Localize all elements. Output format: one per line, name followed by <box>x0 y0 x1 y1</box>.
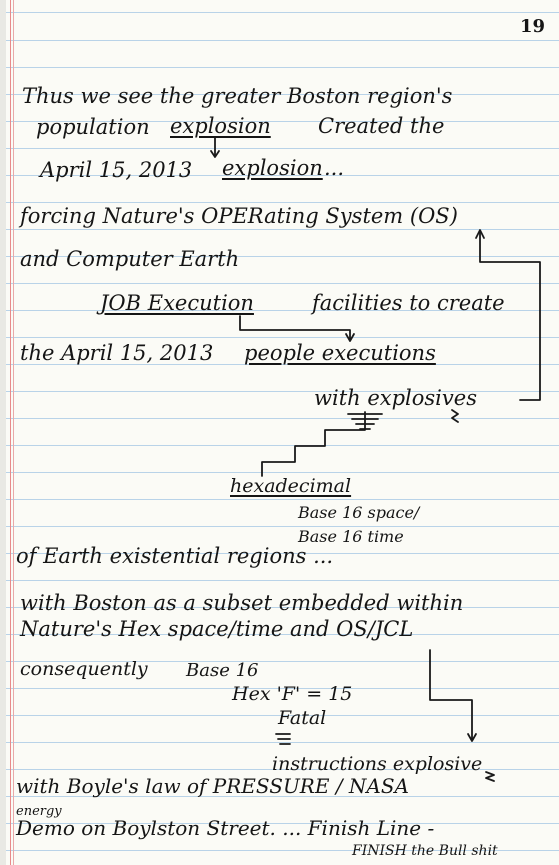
arrow-head-job <box>346 334 354 341</box>
line-8: with explosives <box>314 386 477 410</box>
line-16: Hex 'F' = 15 <box>232 683 353 705</box>
line-9-hexadecimal: hexadecimal <box>230 475 352 497</box>
line-17: Fatal <box>278 707 327 729</box>
os-connector <box>480 232 540 400</box>
line-5: and Computer Earth <box>20 247 240 271</box>
line-7-executions: people executions <box>244 341 436 365</box>
explosion-scribble-1 <box>348 414 382 429</box>
line-19: with Boyle's law of PRESSURE / NASA <box>16 774 409 798</box>
nasa-scribble <box>486 772 494 781</box>
line-14: Nature's Hex space/time and OS/JCL <box>20 617 414 641</box>
line-2-population: population <box>36 115 150 139</box>
line-22: FINISH the Bull shit <box>352 843 498 859</box>
margin-line <box>10 0 11 865</box>
line-3-explosion: explosion <box>222 156 323 180</box>
line-10: Base 16 space/ <box>298 503 420 522</box>
line-12: of Earth existential regions ... <box>16 544 334 568</box>
arrow-head-osjcl <box>468 734 476 741</box>
line-2-created: Created the <box>318 114 445 138</box>
line-6-facilities: facilities to create <box>312 291 505 315</box>
line-3-date: April 15, 2013 <box>40 158 193 182</box>
line-3-ellipsis: ... <box>324 156 345 180</box>
line-1: Thus we see the greater Boston region's <box>22 84 453 108</box>
explosion-scribble-2 <box>452 410 458 422</box>
fatal-scribble <box>276 734 290 744</box>
line-4: forcing Nature's OPERating System (OS) <box>20 204 458 228</box>
line-11: Base 16 time <box>298 527 404 546</box>
arrow-head-os <box>476 230 484 238</box>
line-2-explosion: explosion <box>170 114 271 138</box>
margin-line-inner <box>13 0 14 865</box>
line-18: instructions explosive <box>272 753 483 775</box>
page-number: 19 <box>520 16 546 37</box>
job-connector <box>240 316 350 340</box>
osjcl-connector <box>430 650 472 740</box>
staircase-connector <box>262 412 365 476</box>
line-21: Demo on Boylston Street. ... Finish Line - <box>16 816 435 840</box>
line-13: with Boston as a subset embedded within <box>20 591 464 615</box>
line-15-base16: Base 16 <box>186 660 259 681</box>
line-7-date: the April 15, 2013 <box>20 341 214 365</box>
line-6-job-execution: JOB Execution <box>100 291 254 315</box>
arrow-head-1 <box>211 151 219 157</box>
line-15-consequently: consequently <box>20 658 148 680</box>
line-20: energy <box>16 804 62 819</box>
